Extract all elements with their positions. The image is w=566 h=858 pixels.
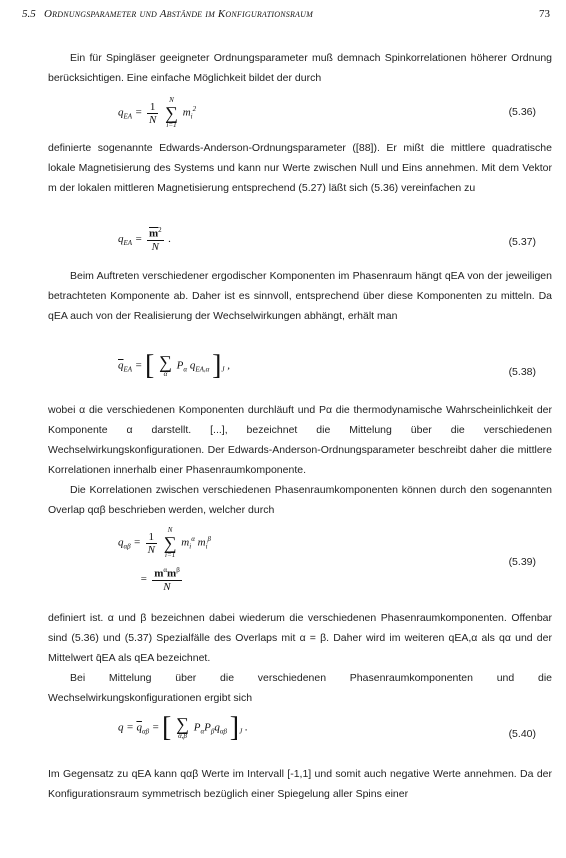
- equation-number: (5.38): [508, 366, 536, 378]
- section-number: 5.5: [22, 8, 36, 20]
- paragraph-1: Ein für Spingläser geeigneter Ordnungsparameter muß demnach Spinkorrelationen höherer Ordnung berücksichtigen. Eine einfache Möglichkeit bildet der durch: [48, 52, 552, 84]
- equation-number: (5.37): [508, 236, 536, 248]
- paragraph-4: wobei α die verschiedenen Komponenten durchläuft und Pα die thermodynamische Wahrscheinlichkeit der Komponente α darstellt. [...], bezeichnet die Mittelung über die verschiedenen Wechselwirkungskonfigurationen. Der Edwards-Anderson-Ordnungsparameter beschreibt daher die mittlere Korrelationen innerhalb einer Phasenraumkomponente.: [48, 404, 552, 476]
- paragraph-5: Die Korrelationen zwischen verschiedenen Phasenraumkomponenten können durch den sogenannten Overlap qαβ beschrieben werden, welcher durch: [48, 484, 552, 516]
- running-header: [22, 8, 550, 22]
- equation-number: (5.36): [508, 106, 536, 118]
- section-title: Ordnungsparameter und Abstände im Konfigurationsraum: [44, 8, 313, 20]
- paragraph-6: definiert ist. α und β bezeichnen dabei wiederum die verschiedenen Phasenraumkomponenten. Offenbar sind (5.36) und (5.37) Spezialfälle des Overlaps mit α = β. Daher wird im weiteren qEA,α als qα und der Mittelwert q̄EA als qEA bezeichnet.: [48, 612, 552, 664]
- equation-5-36: $q_{EA}$ = $\frac{1}{N}$ N ∑ i=1 $m_i^2$: [118, 96, 197, 129]
- equation-number: (5.40): [508, 728, 536, 740]
- equation-number: (5.39): [508, 556, 536, 568]
- paragraph-7: Bei Mittelung über die verschiedenen Phasenraumkomponenten und die Wechselwirkungskonfigurationen ergibt sich: [48, 672, 552, 704]
- equation-5-38: $\overline{q}_{EA}$ = [ ∑ α $P_\alpha$ $q_{EA,\alpha}$ ]$_J$ ,: [118, 350, 231, 381]
- paragraph-2: definierte sogenannte Edwards-Anderson-Ordnungsparameter ([88]). Er mißt die mittlere quadratische lokale Magnetisierung des Systems und kann nur Werte zwischen Null und Eins annehmen. Mit dem Vektor m der lokalen mittleren Magnetisierung entsprechend (5.27) läßt sich (5.36) vereinfachen zu: [48, 142, 552, 194]
- page-number: 73: [539, 8, 550, 20]
- equation-5-40: $q = \overline{q}_{\alpha\beta}$ = [ ∑ α,β $P_\alpha P_\beta q_{\alpha\beta}$ ]$_J$ .: [118, 712, 248, 743]
- equation-5-39: $q_{\alpha\beta}$ = $\frac{1}{N}$ N ∑ i=1 $m_i^\alpha$ $m_i^\beta$ = $\frac{m^\alpha m^\beta}{N}$: [118, 526, 212, 593]
- paragraph-8: Im Gegensatz zu qEA kann qαβ Werte im Intervall [-1,1] und somit auch negative Werte annehmen. Da der Konfigurationsraum symmetrisch bezüglich einer Spiegelung aller Spins einer: [48, 768, 552, 800]
- equation-5-37: $q_{EA}$ = $\frac{\overline{m}^2}{N}$ .: [118, 226, 172, 253]
- paragraph-3: Beim Auftreten verschiedener ergodischer Komponenten im Phasenraum hängt qEA von der jeweiligen betrachteten Komponente ab. Daher ist es sinnvoll, entsprechend über diese Komponenten zu mitteln. Da qEA auch von der Realisierung der Wechselwirkungen abhängt, erhält man: [48, 270, 552, 322]
